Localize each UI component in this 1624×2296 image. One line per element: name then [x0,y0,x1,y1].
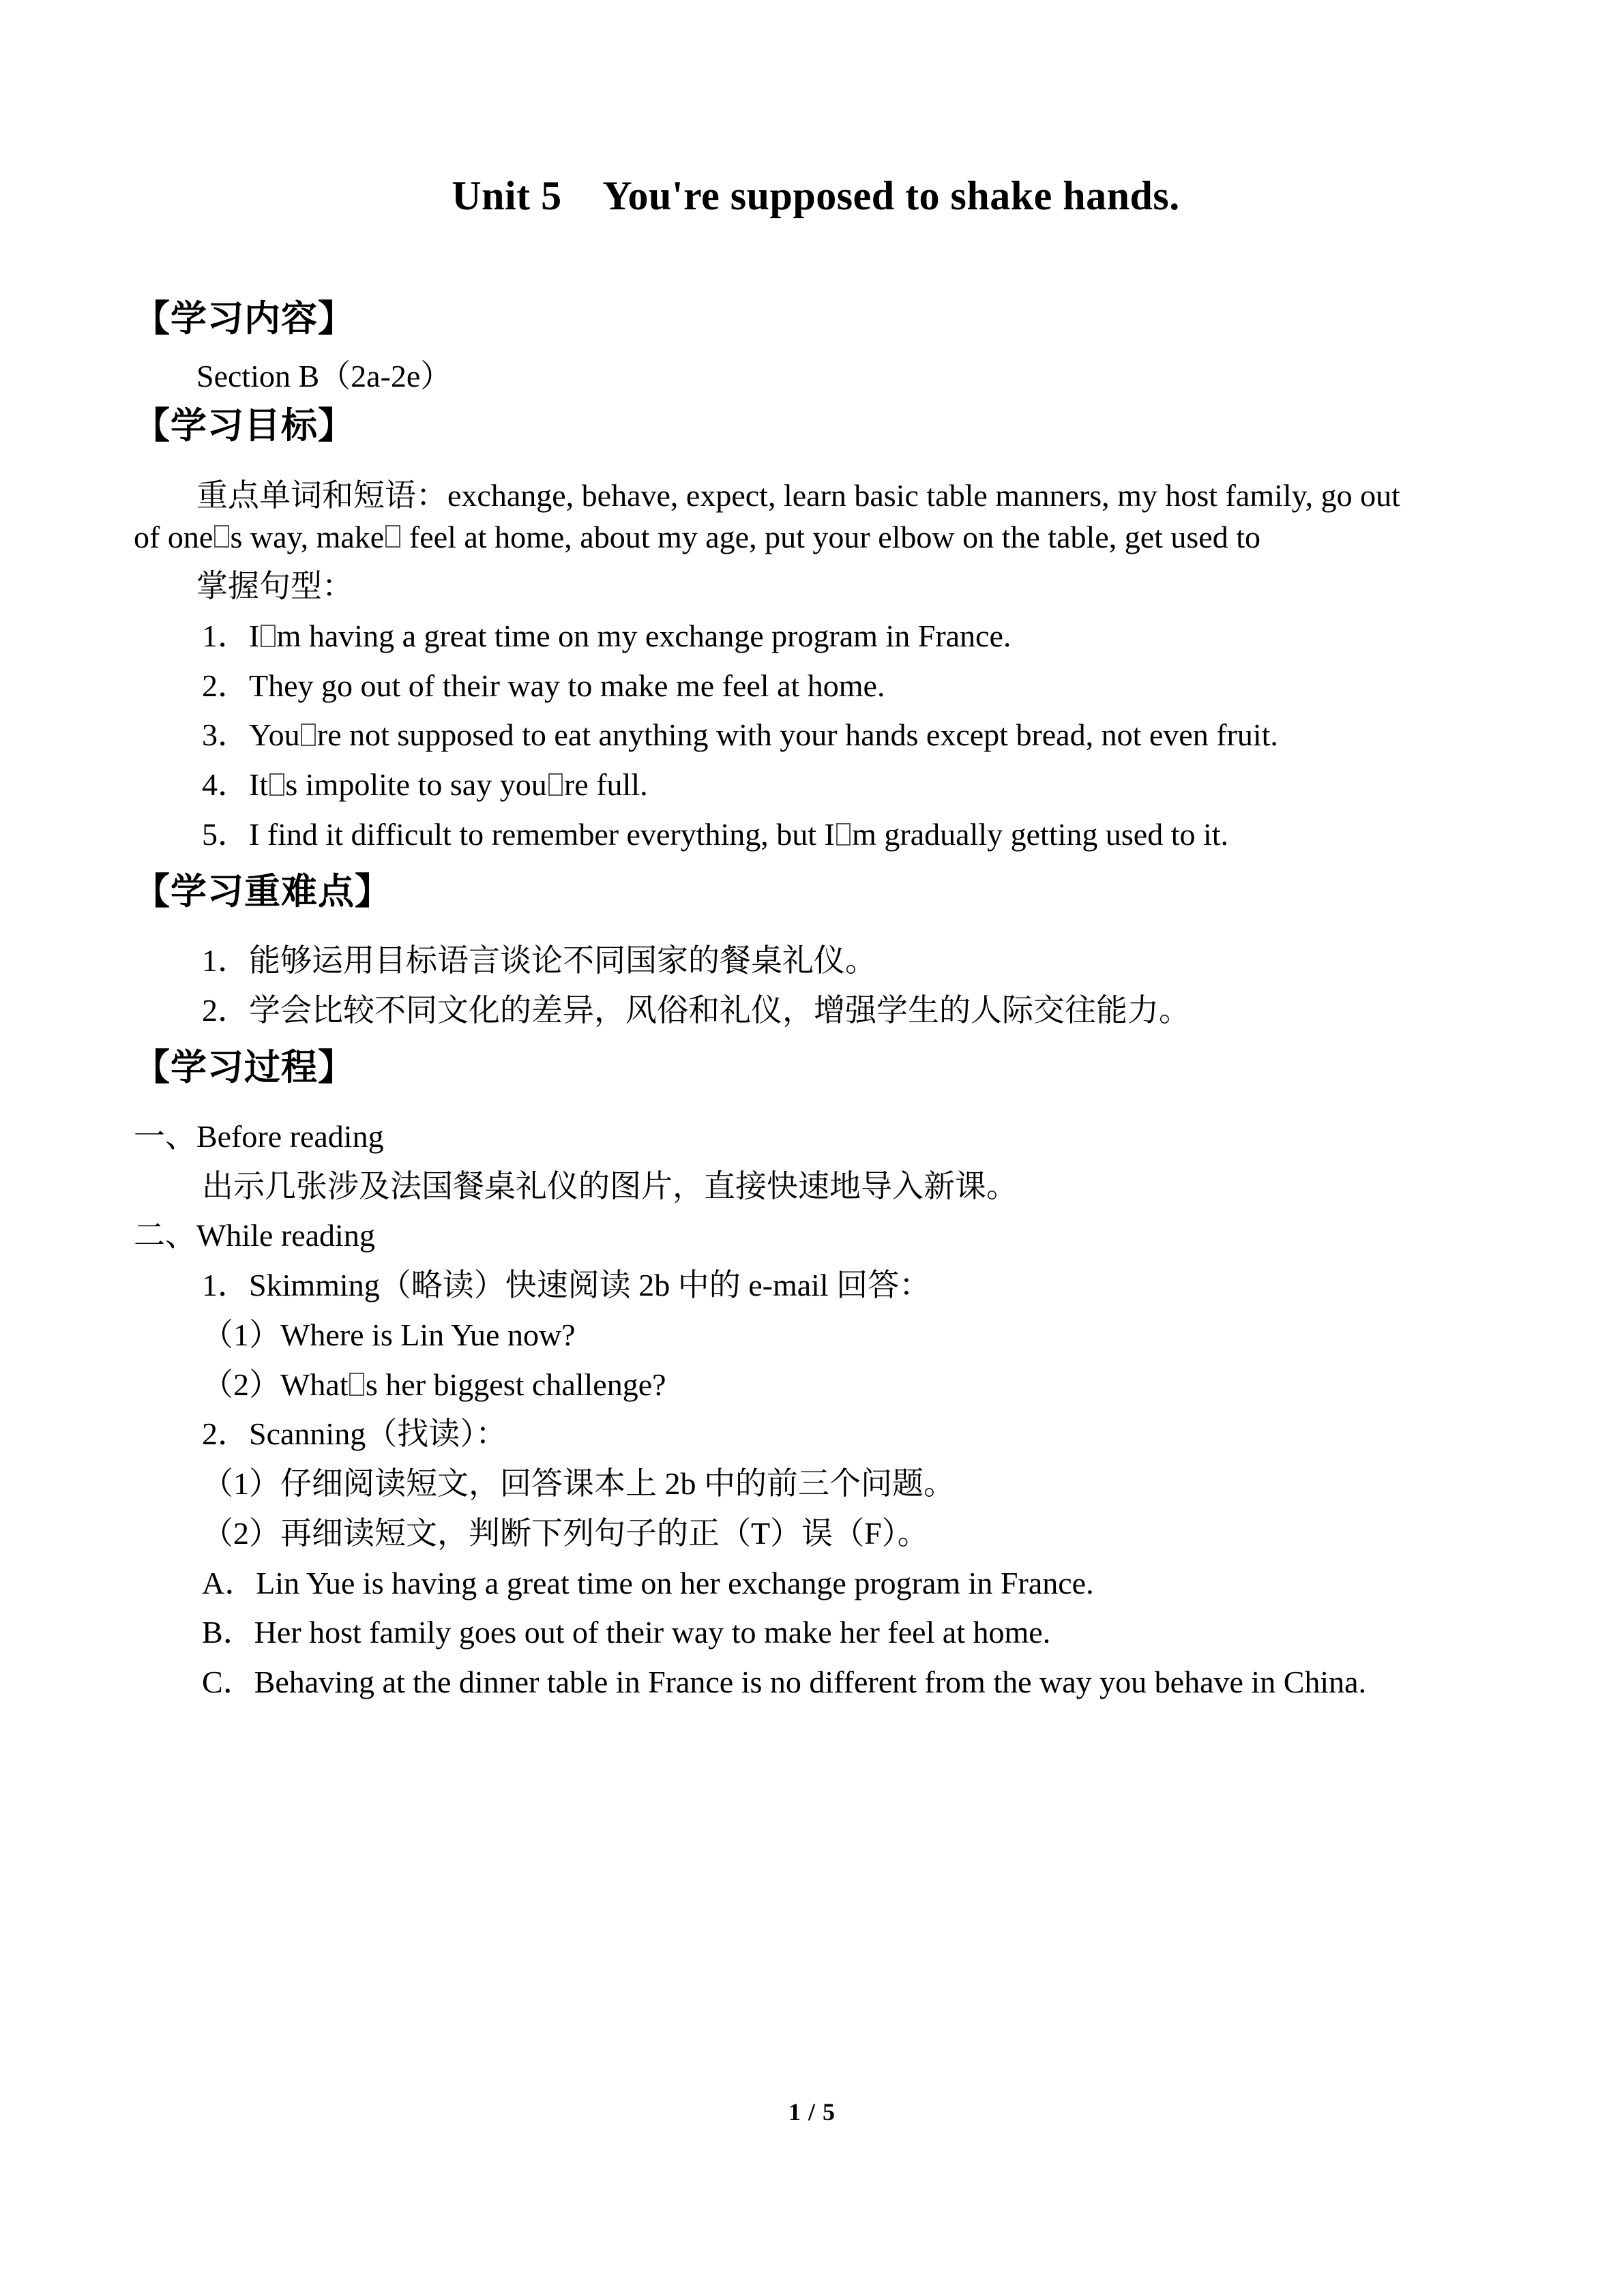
vocab-list-part-1: exchange, behave, expect, learn basic table manners, my host family, go out [447,477,1400,513]
vocab-line-1 [134,475,1498,517]
spacer [134,1555,1498,1563]
missing-glyph-box-icon [214,525,229,548]
pattern-text-a: They go out of their way to make me feel at home. [249,668,885,703]
spacer [134,1257,1498,1265]
vocab-line-2 [134,517,1498,558]
pattern-text-c: re full. [563,767,648,803]
pattern-text-b: m gradually getting used to it. [852,816,1229,852]
pattern-number: 5． [202,816,249,852]
spacer [134,756,1498,764]
spacer [134,1405,1498,1414]
vocab-list-part-2c: feel at home, about my age, put your elbow on the table, get used to [401,519,1260,554]
while-reading-label: 二、While reading [134,1218,375,1253]
tf-statement-a: A．Lin Yue is having a great time on her exchange program in France. [202,1565,1094,1600]
missing-glyph-box-icon [836,823,851,846]
section-heading-learning-content: 【学习内容】 [134,299,355,339]
spacer [134,1089,1498,1116]
spacer [134,806,1498,814]
skimming-question-1: （1）Where is Lin Yue now? [202,1317,576,1352]
missing-glyph-box-icon [301,724,316,746]
spacer [134,448,1498,475]
document-content [134,170,1498,1703]
skimming-question-2-a: （2）What [202,1367,349,1402]
scanning-question-2: （2）再细读短文，判断下列句子的正（T）误（F）。 [202,1515,929,1551]
tf-statement-c: C．Behaving at the dinner table in France is no different from the way you behave in China. [202,1664,1367,1699]
spacer [134,1455,1498,1463]
key-point-item: 2．学会比较不同文化的差异，风俗和礼仪，增强学生的人际交往能力。 [202,992,1190,1028]
pattern-text-b: m having a great time on my exchange program in France. [276,618,1012,653]
missing-glyph-box-icon [269,773,284,796]
spacer [134,558,1498,566]
spacer [134,1158,1498,1166]
page-title: Unit 5 You're supposed to shake hands. [452,173,1180,218]
pattern-text-a: I find it difficult to remember everything, but I [249,816,835,852]
pattern-number: 2． [202,668,249,703]
spacer [134,1307,1498,1315]
pattern-item [134,616,1498,657]
key-point-item: 1．能够运用目标语言谈论不同国家的餐桌礼仪。 [202,943,876,979]
spacer [134,222,1498,298]
pattern-number: 3． [202,717,249,753]
spacer [134,706,1498,715]
spacer [134,657,1498,666]
before-reading-label: 一、Before reading [134,1119,384,1154]
spacer [134,982,1498,990]
pattern-number: 1． [202,618,249,653]
patterns-label: 掌握句型： [196,569,353,604]
spacer [134,1207,1498,1215]
spacer [134,1654,1498,1662]
pattern-text-a: It [249,767,269,803]
tf-statement-b: B．Her host family goes out of their way to make her feel at home. [202,1615,1051,1650]
scanning-question-1: （1）仔细阅读短文，回答课本上 2b 中的前三个问题。 [202,1466,955,1502]
missing-glyph-box-icon [385,525,400,548]
spacer [134,1604,1498,1612]
pattern-text-a: You [249,717,300,753]
spacer [134,1505,1498,1513]
missing-glyph-box-icon [548,773,563,796]
spacer [134,1032,1498,1047]
learning-content-line: Section B（2a-2e） [196,358,452,393]
skimming-label: 1．Skimming（略读）快速阅读 2b 中的 e-mail 回答： [202,1268,931,1303]
skimming-question-2-b: s her biggest challenge? [365,1367,666,1402]
vocab-list-part-2a: of one [134,519,213,554]
spacer [134,1356,1498,1365]
section-heading-key-points: 【学习重难点】 [134,871,392,912]
before-reading-body: 出示几张涉及法国餐桌礼仪的图片，直接快速地导入新课。 [202,1168,1018,1204]
page-footer: 1 / 5 [788,2098,836,2126]
scanning-label: 2．Scanning（找读）： [202,1416,507,1452]
section-heading-learning-objectives: 【学习目标】 [134,406,355,447]
skimming-question-2 [134,1365,1498,1406]
missing-glyph-box-icon [261,625,276,647]
spacer [134,608,1498,616]
pattern-text-a: I [249,618,260,653]
section-heading-learning-process: 【学习过程】 [134,1047,355,1088]
spacer [134,341,1498,356]
pattern-item [134,666,1498,707]
missing-glyph-box-icon [349,1373,364,1395]
spacer [134,913,1498,940]
vocab-list-part-2b: s way, make [230,519,385,554]
spacer [134,856,1498,871]
spacer [134,397,1498,405]
pattern-text-b: s impolite to say you [285,767,547,803]
pattern-item [134,814,1498,856]
pattern-number: 4． [202,767,249,803]
pattern-item [134,764,1498,806]
pattern-item [134,715,1498,756]
vocab-label: 重点单词和短语： [196,477,447,513]
pattern-text-b: re not supposed to eat anything with your hands except bread, not even fruit. [316,717,1278,753]
